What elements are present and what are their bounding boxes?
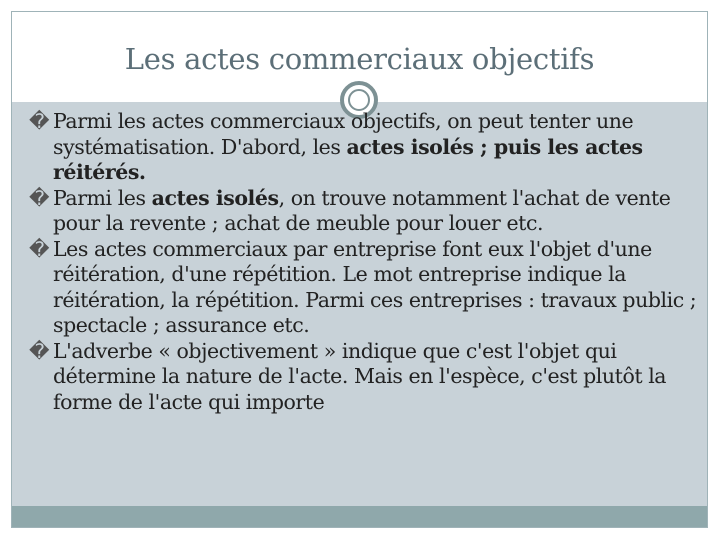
bullet-marker-icon: � bbox=[29, 338, 50, 363]
slide-title: Les actes commerciaux objectifs bbox=[124, 42, 595, 76]
bullet-marker-icon: � bbox=[29, 185, 50, 210]
bullet-text-tail: , on trouve notamment l'achat de vente pour la revente ; achat de meuble pour louer etc. bbox=[53, 185, 671, 235]
bullet-list bbox=[29, 109, 701, 415]
bullet-bold-text: actes isolés ; puis les actes réitérés. bbox=[53, 134, 643, 184]
bullet-text: Les actes commerciaux par entreprise font eux l'objet d'une réitération, d'une répétition. Le mot entreprise indique la réitération, la répétition. Parmi ces entreprises : travaux public ; spectacle ; assurance etc. bbox=[53, 236, 697, 337]
ring-inner bbox=[348, 89, 370, 111]
bullet-marker-icon: � bbox=[29, 236, 50, 261]
bullet-item bbox=[29, 186, 701, 237]
bullet-text: Parmi les bbox=[53, 185, 152, 210]
footer-bar bbox=[12, 506, 707, 527]
bullet-text: L'adverbe « objectivement » indique que c'est l'objet qui détermine la nature de l'acte. Mais en l'espèce, c'est plutôt la forme de l'acte qui importe bbox=[53, 338, 667, 414]
bullet-item bbox=[29, 109, 701, 186]
bullet-marker-icon: � bbox=[29, 109, 50, 133]
slide-frame bbox=[11, 11, 708, 528]
bullet-bold-text: actes isolés bbox=[151, 185, 279, 210]
bullet-text: Parmi les actes commerciaux objectifs, on peut tenter une systématisation. D'abord, les bbox=[53, 109, 634, 159]
bullet-item bbox=[29, 237, 701, 339]
bullet-item bbox=[29, 339, 701, 416]
